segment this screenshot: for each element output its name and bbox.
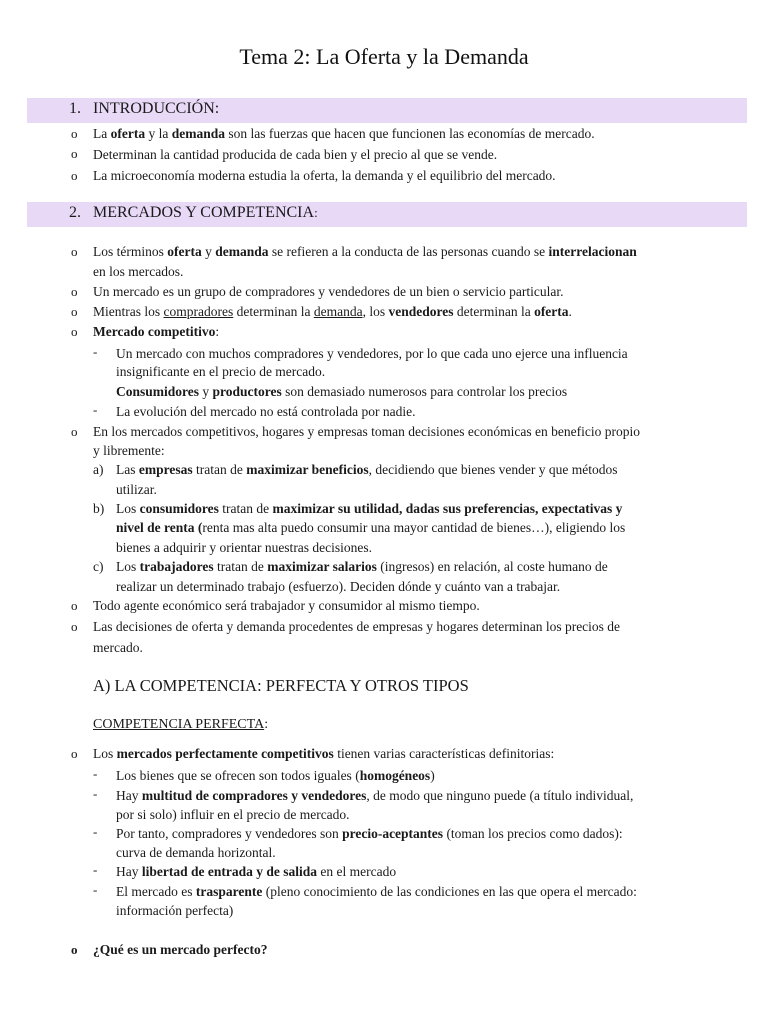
list-item: Mientras los compradores determinan la demanda, los vendedores determinan la oferta. bbox=[93, 304, 572, 319]
list-letter: b) bbox=[93, 501, 105, 516]
bullet-marker: o bbox=[71, 598, 78, 613]
sub-list-item-continuation: información perfecta) bbox=[116, 903, 234, 918]
sub-list-item: Hay multitud de compradores y vendedores, de modo que ninguno puede (a título individual, bbox=[116, 788, 634, 803]
bullet-marker: o bbox=[71, 146, 78, 161]
sub-list-item: La evolución del mercado no está controlada por nadie. bbox=[116, 404, 416, 419]
dash-marker: - bbox=[93, 882, 98, 897]
sub-list-item: Las empresas tratan de maximizar beneficios, decidiendo que bienes vender y que métodos bbox=[116, 462, 618, 477]
sub-list-item-continuation: realizar un determinado trabajo (esfuerzo). Deciden dónde y cuánto van a trabajar. bbox=[116, 579, 561, 594]
bullet-marker: o bbox=[71, 942, 78, 957]
sub-list-item: Por tanto, compradores y vendedores son precio-aceptantes (toman los precios como dados): bbox=[116, 826, 623, 841]
bullet-marker: o bbox=[71, 126, 78, 141]
dash-marker: - bbox=[93, 824, 98, 839]
sub-list-item-continuation: por si solo) influir en el precio de mercado. bbox=[116, 807, 350, 822]
list-item: Los términos oferta y demanda se refieren a la conducta de las personas cuando se interrelacionan bbox=[93, 244, 637, 259]
sub-list-item-continuation: nivel de renta (renta mas alta puedo consumir una mayor cantidad de bienes…), eligiendo los bbox=[116, 520, 626, 535]
section-label: INTRODUCCIÓN: bbox=[93, 100, 220, 117]
list-item: En los mercados competitivos, hogares y empresas toman decisiones económicas en beneficio propio bbox=[93, 424, 640, 439]
sub-list-item: Hay libertad de entrada y de salida en el mercado bbox=[116, 864, 397, 879]
bullet-marker: o bbox=[71, 746, 78, 761]
list-item: La oferta y la demanda son las fuerzas que hacen que funcionen las economías de mercado. bbox=[93, 126, 595, 141]
dash-marker: - bbox=[93, 862, 98, 877]
sub-list-item: Los consumidores tratan de maximizar su utilidad, dadas sus preferencias, expectativas y bbox=[116, 501, 623, 516]
section-heading-mercados bbox=[27, 202, 747, 227]
sub-subsection-heading: COMPETENCIA PERFECTA: bbox=[93, 717, 269, 732]
list-item: La microeconomía moderna estudia la oferta, la demanda y el equilibrio del mercado. bbox=[93, 168, 556, 183]
sub-list-item: Un mercado con muchos compradores y vendedores, por lo que cada uno ejerce una influencia bbox=[116, 346, 628, 361]
sub-list-item-continuation: bienes a adquirir y orientar nuestras decisiones. bbox=[116, 540, 373, 555]
list-item-continuation: y libremente: bbox=[93, 443, 165, 458]
dash-marker: - bbox=[93, 344, 98, 359]
sub-list-item-continuation: curva de demanda horizontal. bbox=[116, 845, 276, 860]
bullet-marker: o bbox=[71, 619, 78, 634]
list-item: Todo agente económico será trabajador y consumidor al mismo tiempo. bbox=[93, 598, 480, 613]
sub-list-item: Los bienes que se ofrecen son todos iguales (homogéneos) bbox=[116, 768, 435, 783]
list-item: Determinan la cantidad producida de cada bien y el precio al que se vende. bbox=[93, 147, 498, 162]
list-item: Mercado competitivo: bbox=[93, 324, 220, 339]
list-item: Las decisiones de oferta y demanda procedentes de empresas y hogares determinan los precios de bbox=[93, 619, 621, 634]
list-item-continuation: en los mercados. bbox=[93, 264, 184, 279]
list-item: Un mercado es un grupo de compradores y vendedores de un bien o servicio particular. bbox=[93, 284, 564, 299]
section-number: 2. bbox=[69, 204, 81, 221]
bullet-marker: o bbox=[71, 424, 78, 439]
question-item: ¿Qué es un mercado perfecto? bbox=[93, 942, 268, 957]
dash-marker: - bbox=[93, 786, 98, 801]
subsection-heading: A) LA COMPETENCIA: PERFECTA Y OTROS TIPOS bbox=[93, 676, 469, 695]
dash-marker: - bbox=[93, 766, 98, 781]
sub-list-item-continuation: utilizar. bbox=[116, 482, 157, 497]
page-title: Tema 2: La Oferta y la Demanda bbox=[239, 44, 529, 69]
sub-list-item-continuation: insignificante en el precio de mercado. bbox=[116, 364, 326, 379]
sub-list-item: Los trabajadores tratan de maximizar salarios (ingresos) en relación, al coste humano de bbox=[116, 559, 608, 574]
list-item-continuation: mercado. bbox=[93, 640, 143, 655]
sub-list-item: El mercado es trasparente (pleno conocimiento de las condiciones en las que opera el mercado: bbox=[116, 884, 637, 899]
dash-marker: - bbox=[93, 402, 98, 417]
section-label: MERCADOS Y COMPETENCIA: bbox=[93, 204, 318, 221]
list-letter: c) bbox=[93, 559, 104, 574]
bullet-marker: o bbox=[71, 284, 78, 299]
list-letter: a) bbox=[93, 462, 104, 477]
bullet-marker: o bbox=[71, 324, 78, 339]
bullet-marker: o bbox=[71, 304, 78, 319]
section-number: 1. bbox=[69, 100, 81, 117]
bullet-marker: o bbox=[71, 168, 78, 183]
bullet-marker: o bbox=[71, 244, 78, 259]
list-item: Los mercados perfectamente competitivos tienen varias características definitorias: bbox=[93, 746, 555, 761]
sub-list-item-continuation: Consumidores y productores son demasiado numerosos para controlar los precios bbox=[116, 384, 568, 399]
section-heading-introduccion bbox=[27, 98, 747, 123]
